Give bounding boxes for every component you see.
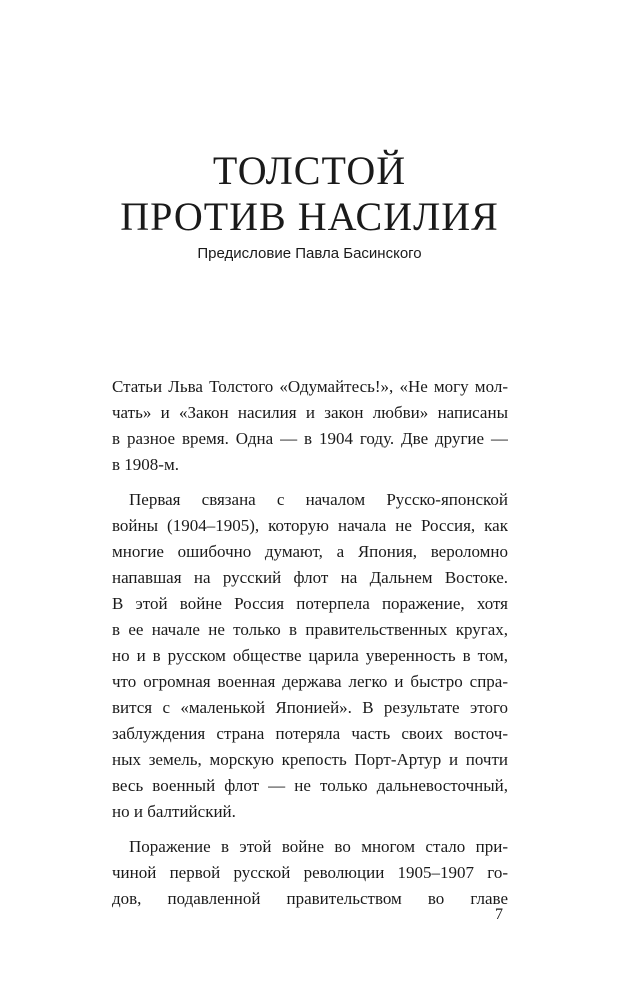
text-line: дов, подавленной правительством во главе bbox=[112, 889, 508, 908]
text-line: в разное время. Одна — в 1904 году. Две другие — bbox=[112, 429, 508, 448]
text-line: но и в русском обществе царила уверенность в том, bbox=[112, 646, 508, 665]
text-line: Первая связана с началом Русско-японской bbox=[129, 490, 508, 509]
text-line: напавшая на русский флот на Дальнем Востоке. bbox=[112, 568, 508, 587]
text-line: заблуждения страна потеряла часть своих восточ- bbox=[112, 724, 508, 743]
text-line: в ее начале не только в правительственных кругах, bbox=[112, 620, 508, 639]
text-line: В этой войне Россия потерпела поражение, хотя bbox=[112, 594, 508, 613]
chapter-subtitle: Предисловие Павла Басинского bbox=[197, 245, 422, 262]
chapter-title-line-2: ПРОТИВ НАСИЛИЯ bbox=[120, 194, 499, 239]
text-line: чиной первой русской революции 1905–1907 го- bbox=[112, 863, 508, 882]
chapter-title bbox=[0, 148, 619, 240]
text-line: весь военный флот — не только дальневосточный, bbox=[112, 776, 508, 795]
body-text bbox=[112, 374, 508, 912]
text-line: вится с «маленькой Японией». В результате этого bbox=[112, 698, 508, 717]
chapter-title-line-1: ТОЛСТОЙ bbox=[212, 148, 407, 193]
text-line: многие ошибочно думают, а Япония, вероломно bbox=[112, 542, 508, 561]
text-line: чать» и «Закон насилия и закон любви» написаны bbox=[112, 403, 508, 422]
text-line: Статьи Льва Толстого «Одумайтесь!», «Не могу мол- bbox=[112, 377, 508, 396]
text-line: в 1908-м. bbox=[112, 455, 179, 474]
text-line: Поражение в этой войне во многом стало при- bbox=[129, 837, 508, 856]
text-line: войны (1904–1905), которую начала не Россия, как bbox=[112, 516, 508, 535]
text-line: что огромная военная держава легко и быстро спра- bbox=[112, 672, 508, 691]
page-number: 7 bbox=[495, 906, 503, 923]
text-line: но и балтийский. bbox=[112, 802, 236, 821]
text-line: ных земель, морскую крепость Порт-Артур и почти bbox=[112, 750, 508, 769]
